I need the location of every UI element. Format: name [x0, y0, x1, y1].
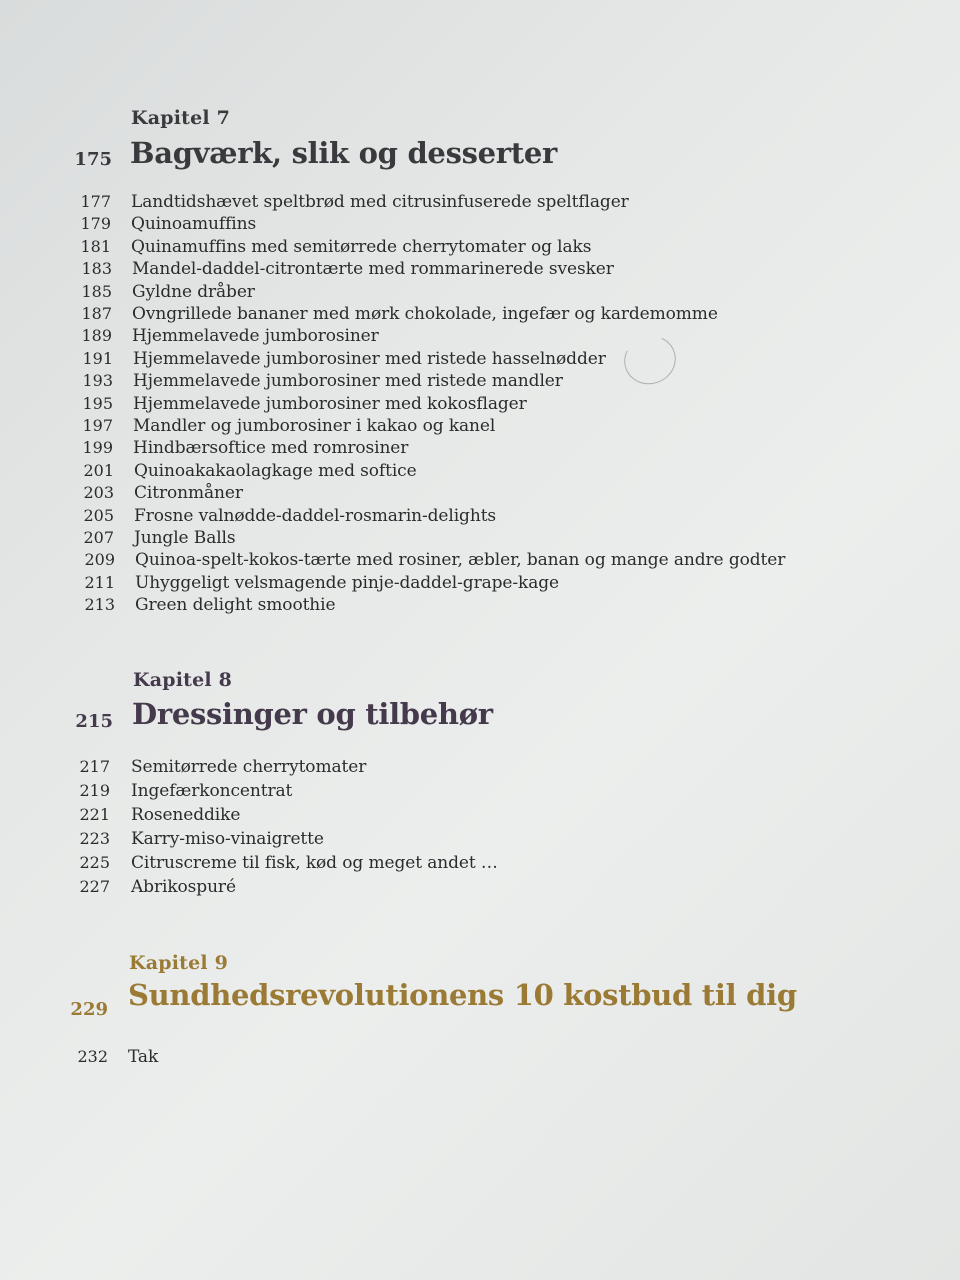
toc-entry — [0, 192, 960, 214]
chapter-label: Kapitel 9 — [129, 952, 229, 974]
entry-page-number: 195 — [82, 393, 113, 413]
toc-entry — [0, 326, 960, 348]
entry-title: Gyldne dråber — [132, 281, 255, 302]
chapter-label: Kapitel 7 — [131, 107, 231, 129]
entry-page-number: 219 — [79, 781, 110, 800]
entry-title: Frosne valnødde-daddel-rosmarin-delights — [134, 505, 497, 526]
toc-entry — [0, 282, 960, 304]
entry-page-number: 197 — [82, 416, 113, 435]
toc-entry — [0, 371, 960, 393]
chapter-label: Kapitel 8 — [133, 669, 233, 691]
toc-entry — [0, 461, 960, 483]
chapter-title: Dressinger og tilbehør — [132, 697, 493, 731]
toc-entry — [0, 506, 960, 528]
entry-title: Jungle Balls — [134, 528, 236, 548]
toc-entry — [0, 483, 960, 505]
toc-entry — [0, 259, 960, 281]
entry-page-number: 185 — [81, 281, 112, 301]
entry-title: Hjemmelavede jumborosiner med ristede mandler — [133, 371, 563, 392]
entry-title: Tak — [128, 1047, 159, 1067]
entry-title: Abrikospuré — [131, 877, 236, 897]
entry-page-number: 191 — [82, 348, 113, 368]
entry-title: Citronmåner — [134, 483, 243, 504]
entry-page-number: 225 — [79, 853, 110, 872]
toc-entry — [0, 528, 960, 550]
toc-entry — [0, 1047, 960, 1069]
toc-entry — [0, 829, 960, 851]
entry-page-number: 213 — [84, 595, 115, 615]
entry-page-number: 221 — [79, 805, 110, 824]
toc-entry — [0, 237, 960, 259]
entry-title: Semitørrede cherrytomater — [131, 757, 367, 777]
entry-title: Karry-miso-vinaigrette — [131, 829, 324, 849]
entry-page-number: 217 — [79, 757, 110, 776]
entry-page-number: 189 — [81, 326, 112, 346]
entry-title: Hjemmelavede jumborosiner — [132, 326, 379, 347]
entry-title: Landtidshævet speltbrød med citrusinfuserede speltflager — [131, 192, 629, 212]
entry-title: Mandel-daddel-citrontærte med rommarinerede svesker — [132, 259, 614, 280]
entry-page-number: 209 — [84, 550, 115, 570]
entry-title: Quinoamuffins — [131, 214, 257, 235]
toc-entry — [0, 853, 960, 875]
toc-entry — [0, 757, 960, 779]
toc-entry — [0, 214, 960, 236]
chapter-title: Sundhedsrevolutionens 10 kostbud til dig — [128, 978, 797, 1012]
entry-page-number: 205 — [83, 505, 114, 525]
toc-entry — [0, 438, 960, 460]
entry-title: Hjemmelavede jumborosiner med kokosflager — [133, 393, 527, 414]
entry-title: Ingefærkoncentrat — [131, 781, 293, 801]
entry-title: Green delight smoothie — [135, 595, 336, 616]
toc-entry — [0, 573, 960, 595]
entry-title: Hindbærsoftice med romrosiner — [133, 438, 409, 459]
toc-entry — [0, 877, 960, 899]
entry-page-number: 223 — [79, 829, 110, 848]
entry-page-number: 201 — [83, 460, 114, 480]
entry-page-number: 232 — [77, 1047, 108, 1066]
entry-title: Roseneddike — [131, 805, 241, 825]
toc-entry — [0, 595, 960, 617]
chapter-page-number: 229 — [70, 999, 108, 1020]
toc-entry — [0, 394, 960, 416]
entry-title: Uhyggeligt velsmagende pinje-daddel-grape-kage — [135, 572, 559, 593]
entry-page-number: 187 — [81, 304, 112, 323]
toc-entry — [0, 349, 960, 371]
entry-page-number: 203 — [83, 483, 114, 503]
toc-entry — [0, 805, 960, 827]
chapter-page-number: 215 — [75, 711, 113, 732]
entry-page-number: 207 — [83, 528, 114, 547]
chapter-page-number: 175 — [74, 149, 112, 170]
entry-title: Quinoa-spelt-kokos-tærte med rosiner, æbler, banan og mange andre godter — [135, 550, 786, 571]
entry-page-number: 181 — [80, 236, 111, 256]
entry-title: Ovngrillede bananer med mørk chokolade, ingefær og kardemomme — [132, 304, 718, 324]
entry-title: Mandler og jumborosiner i kakao og kanel — [133, 416, 496, 436]
toc-entry — [0, 416, 960, 438]
entry-title: Quinoakakaolagkage med softice — [134, 460, 417, 481]
entry-page-number: 199 — [82, 438, 113, 458]
entry-title: Quinamuffins med semitørrede cherrytomater og laks — [131, 236, 592, 257]
toc-entry — [0, 781, 960, 803]
entry-page-number: 227 — [79, 877, 110, 896]
entry-page-number: 193 — [82, 371, 113, 391]
chapter-title: Bagværk, slik og desserter — [130, 136, 557, 170]
toc-entry — [0, 304, 960, 326]
entry-page-number: 179 — [80, 214, 111, 234]
entry-title: Hjemmelavede jumborosiner med ristede hasselnødder — [133, 348, 606, 369]
entry-title: Citruscreme til fisk, kød og meget andet … — [131, 853, 498, 873]
entry-page-number: 211 — [84, 572, 115, 592]
entry-page-number: 177 — [80, 192, 111, 211]
entry-page-number: 183 — [81, 259, 112, 279]
toc-entry — [0, 550, 960, 572]
